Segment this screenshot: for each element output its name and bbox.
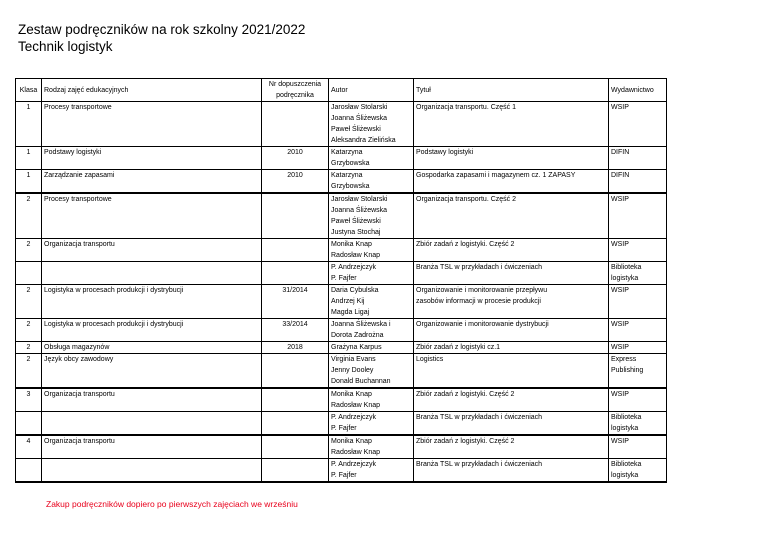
- tytul-line: Organizowanie i monitorowanie przepływu: [416, 287, 548, 294]
- table-row: [16, 147, 667, 170]
- autor-line: Aleksandra Zielińska: [331, 137, 396, 144]
- cell-tytul: [414, 342, 609, 354]
- cell-tytul: [414, 285, 609, 319]
- document-title: Zestaw podręczników na rok szkolny 2021/2022: [18, 22, 306, 37]
- cell-wyd: [609, 170, 667, 194]
- tytul-line: Branża TSL w przykładach i ćwiczeniach: [416, 414, 543, 421]
- autor-line: Radosław Knap: [331, 252, 381, 259]
- table-body: [16, 102, 667, 483]
- wyd-line: logistyka: [611, 472, 639, 479]
- column-header-tytul: Tytuł: [414, 79, 609, 102]
- cell-rodzaj: Zarządzanie zapasami: [42, 170, 262, 194]
- cell-autor: [329, 412, 414, 436]
- cell-nr: 33/2014: [262, 319, 329, 342]
- cell-rodzaj: [42, 262, 262, 285]
- cell-rodzaj: Obsługa magazynów: [42, 342, 262, 354]
- autor-line: Justyna Stochaj: [331, 229, 381, 236]
- column-header-klasa: Klasa: [16, 79, 42, 102]
- cell-nr: [262, 459, 329, 483]
- tytul-line: Organizacja transportu. Część 1: [416, 104, 516, 111]
- cell-tytul: [414, 170, 609, 194]
- cell-nr: [262, 102, 329, 147]
- tytul-line: Zbiór zadań z logistyki cz.1: [416, 344, 501, 351]
- table-row: [16, 285, 667, 319]
- cell-klasa: [16, 262, 42, 285]
- autor-line: P. Fajfer: [331, 275, 357, 282]
- wyd-line: Express: [611, 356, 637, 363]
- wyd-line: DIFIN: [611, 149, 630, 156]
- cell-wyd: [609, 285, 667, 319]
- cell-nr: 2010: [262, 147, 329, 170]
- table-row: [16, 342, 667, 354]
- cell-tytul: [414, 193, 609, 239]
- cell-wyd: [609, 239, 667, 262]
- cell-wyd: [609, 342, 667, 354]
- tytul-line: Podstawy logistyki: [416, 149, 474, 156]
- tytul-line: Zbiór zadań z logistyki. Część 2: [416, 391, 515, 398]
- document-subtitle: Technik logistyk: [18, 38, 113, 54]
- wyd-line: WSIP: [611, 287, 629, 294]
- wyd-line: WSIP: [611, 391, 629, 398]
- cell-autor: [329, 262, 414, 285]
- table-row: [16, 239, 667, 262]
- autor-line: Joanna Śliżewska i: [331, 321, 391, 328]
- table-row: [16, 412, 667, 436]
- cell-klasa: 2: [16, 319, 42, 342]
- cell-nr: 2018: [262, 342, 329, 354]
- cell-wyd: [609, 388, 667, 412]
- cell-rodzaj: Logistyka w procesach produkcji i dystrybucji: [42, 285, 262, 319]
- cell-klasa: 1: [16, 170, 42, 194]
- table-row: [16, 388, 667, 412]
- table-row: [16, 319, 667, 342]
- table-row: [16, 193, 667, 239]
- table-header-row: [16, 79, 667, 102]
- cell-klasa: 2: [16, 239, 42, 262]
- wyd-line: WSIP: [611, 104, 629, 111]
- tytul-line: Organizacja transportu. Część 2: [416, 196, 516, 203]
- autor-line: Joanna Śliżewska: [331, 207, 388, 214]
- cell-autor: [329, 193, 414, 239]
- cell-nr: [262, 412, 329, 436]
- cell-wyd: [609, 102, 667, 147]
- cell-autor: [329, 342, 414, 354]
- autor-line: Grażyna Karpus: [331, 344, 382, 351]
- wyd-line: Biblioteka: [611, 264, 642, 271]
- cell-klasa: 2: [16, 285, 42, 319]
- autor-line: Andrzej Kij: [331, 298, 365, 305]
- cell-nr: [262, 388, 329, 412]
- wyd-line: Biblioteka: [611, 414, 642, 421]
- cell-tytul: [414, 102, 609, 147]
- autor-line: P. Andrzejczyk: [331, 461, 377, 468]
- column-header-wydawnictwo: Wydawnictwo: [609, 79, 667, 102]
- cell-wyd: [609, 193, 667, 239]
- cell-rodzaj: Procesy transportowe: [42, 193, 262, 239]
- cell-nr: 31/2014: [262, 285, 329, 319]
- cell-tytul: [414, 435, 609, 459]
- tytul-line: Zbiór zadań z logistyki. Część 2: [416, 241, 515, 248]
- tytul-line: Branża TSL w przykładach i ćwiczeniach: [416, 461, 543, 468]
- cell-autor: [329, 388, 414, 412]
- tytul-line: Gospodarka zapasami i magazynem cz. 1 ZAPASY: [416, 172, 576, 179]
- wyd-line: DIFIN: [611, 172, 630, 179]
- cell-klasa: 1: [16, 102, 42, 147]
- autor-line: Radosław Knap: [331, 402, 381, 409]
- wyd-line: logistyka: [611, 275, 639, 282]
- table-row: [16, 435, 667, 459]
- table-row: [16, 170, 667, 194]
- column-header-rodzaj: Rodzaj zajęć edukacyjnych: [42, 79, 262, 102]
- wyd-line: Biblioteka: [611, 461, 642, 468]
- cell-rodzaj: Logistyka w procesach produkcji i dystrybucji: [42, 319, 262, 342]
- cell-rodzaj: Język obcy zawodowy: [42, 354, 262, 389]
- cell-klasa: [16, 412, 42, 436]
- cell-rodzaj: Organizacja transportu: [42, 239, 262, 262]
- cell-nr: [262, 239, 329, 262]
- autor-line: Monika Knap: [331, 391, 372, 398]
- cell-klasa: 3: [16, 388, 42, 412]
- cell-klasa: 1: [16, 147, 42, 170]
- autor-line: Grzybowska: [331, 183, 370, 190]
- column-header-nr: Nr dopuszczenia podręcznika: [262, 79, 329, 102]
- cell-rodzaj: Podstawy logistyki: [42, 147, 262, 170]
- cell-autor: [329, 102, 414, 147]
- autor-line: Magda Ligaj: [331, 309, 370, 316]
- autor-line: Katarzyna: [331, 149, 363, 156]
- cell-tytul: [414, 412, 609, 436]
- cell-tytul: [414, 388, 609, 412]
- cell-klasa: 2: [16, 342, 42, 354]
- cell-tytul: [414, 262, 609, 285]
- cell-wyd: [609, 354, 667, 389]
- autor-line: Daria Cybulska: [331, 287, 379, 294]
- cell-tytul: [414, 147, 609, 170]
- cell-rodzaj: Procesy transportowe: [42, 102, 262, 147]
- cell-autor: [329, 435, 414, 459]
- cell-nr: [262, 262, 329, 285]
- tytul-line: zasobów informacji w procesie produkcji: [416, 298, 541, 305]
- cell-klasa: 2: [16, 354, 42, 389]
- tytul-line: Logistics: [416, 356, 444, 363]
- cell-tytul: [414, 319, 609, 342]
- cell-klasa: [16, 459, 42, 483]
- cell-wyd: [609, 319, 667, 342]
- cell-wyd: [609, 435, 667, 459]
- cell-autor: [329, 147, 414, 170]
- cell-autor: [329, 239, 414, 262]
- cell-rodzaj: [42, 412, 262, 436]
- cell-nr: [262, 354, 329, 389]
- cell-rodzaj: [42, 459, 262, 483]
- wyd-line: Publishing: [611, 367, 644, 374]
- column-header-autor: Autor: [329, 79, 414, 102]
- purchase-note: Zakup podręczników dopiero po pierwszych zajęciach we wrześniu: [46, 499, 298, 509]
- cell-nr: [262, 435, 329, 459]
- cell-klasa: 4: [16, 435, 42, 459]
- table-row: [16, 102, 667, 147]
- cell-wyd: [609, 412, 667, 436]
- wyd-line: WSIP: [611, 321, 629, 328]
- table-row: [16, 459, 667, 483]
- cell-tytul: [414, 459, 609, 483]
- cell-autor: [329, 354, 414, 389]
- wyd-line: WSIP: [611, 344, 629, 351]
- autor-line: Monika Knap: [331, 241, 372, 248]
- tytul-line: Zbiór zadań z logistyki. Część 2: [416, 438, 515, 445]
- cell-wyd: [609, 262, 667, 285]
- autor-line: P. Fajfer: [331, 472, 357, 479]
- cell-autor: [329, 319, 414, 342]
- autor-line: Monika Knap: [331, 438, 372, 445]
- textbook-table: [15, 78, 667, 483]
- cell-nr: 2010: [262, 170, 329, 194]
- autor-line: Grzybowska: [331, 160, 370, 167]
- cell-klasa: 2: [16, 193, 42, 239]
- wyd-line: logistyka: [611, 425, 639, 432]
- autor-line: Jarosław Stolarski: [331, 196, 388, 203]
- tytul-line: Branża TSL w przykładach i ćwiczeniach: [416, 264, 543, 271]
- wyd-line: WSIP: [611, 438, 629, 445]
- table-row: [16, 354, 667, 389]
- autor-line: P. Andrzejczyk: [331, 414, 377, 421]
- cell-nr: [262, 193, 329, 239]
- autor-line: Donald Buchannan: [331, 378, 391, 385]
- document-header: [18, 22, 305, 55]
- autor-line: Paweł Śliżewski: [331, 126, 381, 133]
- wyd-line: WSIP: [611, 241, 629, 248]
- autor-line: P. Fajfer: [331, 425, 357, 432]
- cell-autor: [329, 285, 414, 319]
- autor-line: Joanna Śliżewska: [331, 115, 388, 122]
- cell-tytul: [414, 239, 609, 262]
- cell-autor: [329, 170, 414, 194]
- autor-line: Jarosław Stolarski: [331, 104, 388, 111]
- cell-rodzaj: Organizacja transportu: [42, 388, 262, 412]
- cell-wyd: [609, 459, 667, 483]
- table-row: [16, 262, 667, 285]
- autor-line: Radosław Knap: [331, 449, 381, 456]
- autor-line: Virginia Evans: [331, 356, 376, 363]
- cell-wyd: [609, 147, 667, 170]
- tytul-line: Organizowanie i monitorowanie dystrybucji: [416, 321, 549, 328]
- autor-line: Katarzyna: [331, 172, 363, 179]
- cell-tytul: [414, 354, 609, 389]
- cell-rodzaj: Organizacja transportu: [42, 435, 262, 459]
- wyd-line: WSIP: [611, 196, 629, 203]
- autor-line: Dorota Zadrożna: [331, 332, 384, 339]
- autor-line: Paweł Śliżewski: [331, 218, 381, 225]
- cell-autor: [329, 459, 414, 483]
- autor-line: Jenny Dooley: [331, 367, 374, 374]
- autor-line: P. Andrzejczyk: [331, 264, 377, 271]
